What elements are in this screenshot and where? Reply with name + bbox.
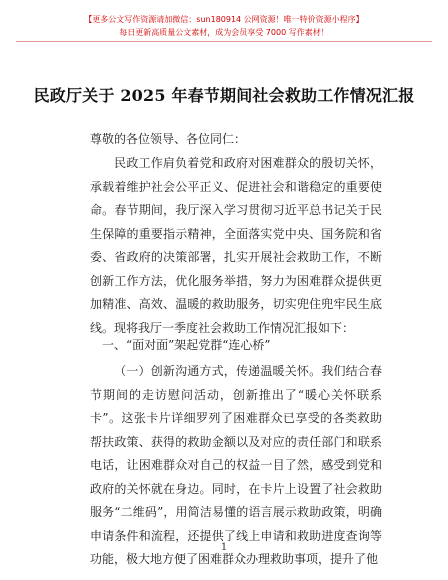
section-heading-1 <box>90 336 382 354</box>
paragraph-intro-text: 民政工作肩负着党和政府对困难群众的殷切关怀，承载着维护社会公平正义、促进社会和谐稳定的重要使命。春节期间，我厅深入学习贯彻习近平总书记关于民生保障的重要指示精神，全面落实党中央、国务院和省委、省政府的决策部署，扎实开展社会救助工作，不断创新工作方法，优化服务举措，努力为困难群众提供更加精准、高效、温暖的救助服务，切实兜住兜牢民生底线。现将我厅一季度社会救助工作情况汇报如下： <box>90 156 382 335</box>
document-title: 民政厅关于 2025 年春节期间社会救助工作情况汇报 <box>33 86 415 105</box>
section-heading-1-text: 一、“面对面”架起党群“连心桥” <box>102 338 271 352</box>
header-divider <box>16 41 432 42</box>
salutation: 尊敬的各位领导、各位同仁： <box>90 132 247 146</box>
header-banner <box>0 4 448 42</box>
paragraph-section-1-text: （一）创新沟通方式，传递温暖关怀。我们结合春节期间的走访慰问活动，创新推出了“暖心关怀联系卡”。这张卡片详细罗列了困难群众已享受的各类救助帮扶政策、获得的救助金额以及对应的责任部门和联系电话，让困难群众对自己的权益一目了然，感受到党和政府的关怀就在身边。同时，在卡片上设置了社会救助服务“二维码”，用简洁易懂的语言展示救助政策，明确申请条件和流程，还提供了线上申请和救助进度查询等功能，极大地方便了困难群众办理救助事项，提升了他 <box>90 364 382 566</box>
paragraph-intro <box>90 152 382 340</box>
banner-line-2: 每日更新高质量公文素材，成为会员享受 7000 写作素材！ <box>119 28 329 37</box>
banner-line-1: 【更多公文写作资源请加微信：sun180914 公网资源！唯一特价资源小程序】 <box>84 15 364 24</box>
paragraph-section-1 <box>90 360 382 572</box>
page-number: 1 <box>220 542 228 553</box>
